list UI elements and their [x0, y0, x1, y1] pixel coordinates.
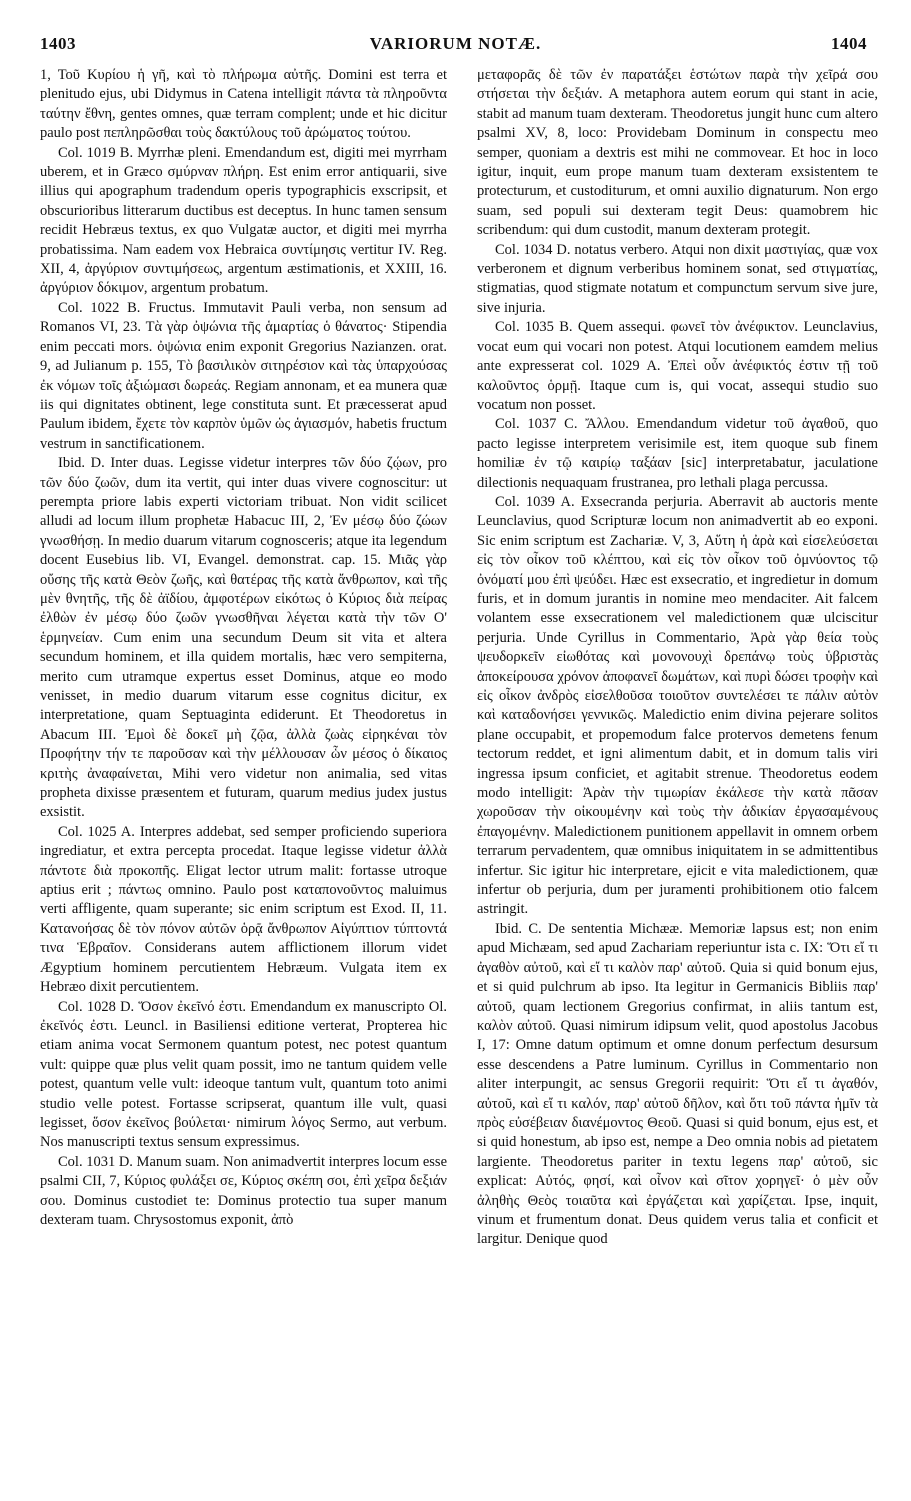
paragraph: μεταφορᾶς δὲ τῶν ἐν παρατάξει ἑστώτων παρὰ τὴν χεῖρά σου στήσεται τὴν δεξιάν. A metaphora autem eorum qui stant in acie, stabit ad manum tuam dexteram. Theodoretus jungit hunc cum altero psalmi XV, 8, loco: Providebam Dominum in conspectu meo semper, quoniam a dextris est mihi ne commovear. Et hoc in loco igitur, inquit, eum prope manum tuam dexteram exsistentem te protecturum, et custoditurum, et omni auxilio dignaturum. Non ergo suam, sed populi sui dexteram tegit Deus: quamobrem hic scribendum: qui dum custodit, manum dexteram protegit. [477, 67, 878, 239]
left-column [40, 66, 447, 1476]
paragraph: Col. 1031 D. Manum suam. Non animadvertit interpres locum esse psalmi CII, 7, Κύριος φυλάξει σε, Κύριος σκέπη σοι, ἐπὶ χεῖρα δεξιάν σου. Dominus custodiet te: Dominus protectio tua super manum dexteram tuam. Chrysostomus exponit, ἀπὸ [40, 1153, 447, 1228]
paragraph: Ibid. C. De sententia Michææ. Memoriæ lapsus est; non enim apud Michæam, sed apud Zachariam reperiuntur ista c. IX: Ὅτι εἴ τι ἀγαθὸν αὐτοῦ, καὶ εἴ τι καλὸν παρ' αὐτοῦ. Quia si quid bonum ejus, et si quid pulchrum ab ipso. Ita legitur in Germanicis Bibliis παρ' αὐτοῦ, quam lectionem Gregorius confirmat, in aliis tantum est, καλὸν αὐτοῦ. Quasi nimirum idipsum velit, quod apostolus Jacobus I, 17: Omne datum optimum et omne donum perfectum desursum esse descendens a Patre luminum. Cyrillus in Commentario non aliter interpungit, ac sensus Gregorii requirit: Ὅτι εἴ τι ἀγαθόν, αὐτοῦ, καὶ εἴ τι καλόν, παρ' αὐτοῦ δῆλον, καὶ ὅτι τοῦ πάντα ἡμῖν τὰ πρὸς εὐσέβειαν διανέμοντος Θεοῦ. Quasi si quid bonum, ejus est, et si quid honestum, ab ipso est, nempe a Deo omnia nobis ad pietatem largiente. Theodoretus pariter in textu legens παρ' αὐτοῦ, sic explicat: Αὐτός, φησί, καὶ οἶνον καὶ σῖτον χορηγεῖ· ὁ μὲν οὖν ἀληθὴς Θεὸς τοιαῦτα καὶ ἐργάζεται καὶ χαρίζεται. Ipse, inquit, vinum et frumentum donat. Deus quidem verus talia et conficit et largitur. Denique quod [477, 920, 878, 1248]
paragraph: 1, Τοῦ Κυρίου ἡ γῆ, καὶ τὸ πλήρωμα αὐτῆς. Domini est terra et plenitudo ejus, ubi Didymus in Catena intelligit πάντα τὰ πληροῦντα ταύτην ἔθνη, gentes omnes, quæ terram complent; unde et hic dicitur paulo post πεπληρῶσθαι τοὺς δακτύλους τοῦ ἀρώματος τούτου. [40, 67, 447, 142]
paragraph: Col. 1035 B. Quem assequi. φωνεῖ τὸν ἀνέφικτον. Leunclavius, vocat eum qui vocari non potest. Atqui locutionem eamdem melius ante expresserat col. 1029 A. Ἐπεὶ οὖν ἀνέφικτός ἐστιν τῇ τοῦ καλοῦντος ὁρμῇ. Itaque cum is, qui vocat, assequi studio suo vocatum non posset. [477, 319, 878, 413]
paragraph: Col. 1039 A. Exsecranda perjuria. Aberravit ab auctoris mente Leunclavius, quod Scripturæ locum non animadvertit ab eo exponi. Sic enim scriptum est Zachariæ. V, 3, Αὕτη ἡ ἀρὰ καὶ εἰσελεύσεται εἰς τὸν οἶκον τοῦ κλέπτου, καὶ εἰς τὸν οἶκον τοῦ ὀμνύοντος τῷ ὀνόματί μου ἐπὶ ψεύδει. Hæc est exsecratio, et ingredietur in domum furis, et in domum jurantis in nomine meo mendaciter. Ait falcem volantem esse exsecrationem vel maledictionem quæ ulciscitur perjuria. Unde Cyrillus in Commentario, Ἀρὰ γὰρ θεία τοὺς ψευδορκεῖν εἰωθότας καὶ μονονουχὶ δρεπάνῳ τοὺς ὑβριστὰς ἀποκείρουσα χρόνον ἀποφανεῖ δωμάτων, καὶ πυρὶ δώσει τροφὴν καὶ εἰς οἶκον ἀνδρὸς εἰσελθοῦσα τοιοῦτον συντελέσει τε πάλιν αὐτὸν καὶ καταδονήσει γεννικῶς. Maledictio enim divina pejerare solitos plane occupabit, et propemodum falce protervos demetens fenum tectorum reddet, et igni alimentum dabit, et in domum talis viri ingressa ipsum conficiet, et agitabit strenue. Theodoretus eodem modo intelligit: Ἀρὰν τὴν τιμωρίαν ἐκάλεσε τὴν κατὰ πᾶσαν χωροῦσαν τὴν οἰκουμένην καὶ τοὺς τὴν ἀδικίαν ἐργασαμένους ἐπαγομένην. Maledictionem punitionem appellavit in omnem orbem terrarum pervadentem, quæ omnibus iniquitatem in se admittentibus infertur. Sic igitur hic interpretare, ejicit e vita maledictionem, quæ infertur ob perjuria, dum per juramenti prohibitionem otio falcem astringit. [477, 493, 878, 918]
paragraph: Ibid. D. Inter duas. Legisse videtur interpres τῶν δύο ζῴων, pro τῶν δύο ζωῶν, dum ita vertit, qui inter duas vivere cognoscitur: ut perempta priore labis experti victoriam tribuat. Non vidit scilicet alludi ad locum illum prophetæ Habacuc III, 2, Ἐν μέσῳ δύο ζώων γνωσθήσῃ. In medio duarum vitarum cognosceris; atque ita legendum docent Eusebius lib. VI, Evangel. demonstrat. cap. 15. Μιᾶς γὰρ οὔσης τῆς κατὰ Θεὸν ζωῆς, καὶ θατέρας τῆς κατὰ ἄνθρωπον, καὶ τῆς μὲν θνητῆς, τῆς δὲ ἀϊδίου, ἀμφοτέρων εἰκότως ὁ Κύριος διὰ πείρας ἐλθὼν ἐν μέσῳ δύο ζωῶν γνωσθῆναι λέγεται κατὰ τὴν τῶν Ο' ἑρμηνείαν. Cum enim una secundum Deum sit vita et altera secundum hominem, et illa quidem mortalis, hæc vero sempiterna, merito cum utramque expertus esset Dominus, atque eo modo venisset, in medio duarum vitarum esse cognitus dicitur, ex interpretatione, quam Septuaginta ediderunt. Et Theodoretus in Abacum III. Ἐμοὶ δὲ δοκεῖ μὴ ζῷα, ἀλλὰ ζωὰς εἰρηκέναι τὸν Προφήτην τήν τε παροῦσαν καὶ τὴν μέλλουσαν ὧν μέσος ὁ δίκαιος κριτὴς ἀναφαίνεται, Mihi vero videtur non animalia, sed vitas propheta dixisse præsentem et futuram, quarum medius judex justus exsistit. [40, 455, 447, 821]
right-column [477, 66, 878, 1476]
paragraph: Col. 1034 D. notatus verbero. Atqui non dixit μαστιγίας, quæ vox verberonem et dignum verberibus hominem sonat, sed στιγματίας, stigmatias, quod stigmate notatum et compunctum servum sive jure, sive injuria. [477, 241, 878, 316]
running-header [0, 34, 911, 56]
running-title: VARIORUM NOTÆ. [369, 34, 542, 53]
paragraph: Col. 1019 B. Myrrhæ pleni. Emendandum est, digiti mei myrrham uberem, et in Græco σμύρναν πλήρη. Est enim error antiquarii, sive illius qui apographum tradendum operis typographicis exscripsit, et obscurioribus litterarum ductibus est deceptus. In hunc tamen sensum recidit Hebræus textus, ex quo Vulgatæ auctor, et digiti mei myrrha probatissima. Nam eadem vox Hebraica συντίμησις vertitur IV. Reg. XII, 4, ἀργύριον συντιμήσεως, argentum æstimationis, et XXIII, 16. ἀργύριον δόκιμον, argentum probatum. [40, 144, 447, 297]
paragraph: Col. 1028 D. Ὅσον ἐκεῖνό ἐστι. Emendandum ex manuscripto Ol. ἐκεῖνός ἐστι. Leuncl. in Basiliensi editione verterat, Propterea hic etiam anima vocat Sermonem quantum potest, nec potest quantum vult: quippe quæ plus velit quam possit, imo ne tantum quidem velle potest, quantum velle vult: ideoque tantum vult, quantum toto animi studio velle potest. Fortasse scripserat, quantum ille vult, quasi legisset, ὅσον ἐκεῖνος βούλεται· nimirum λόγος Sermo, aut verbum. Nos manuscripti textus sensum expressimus. [40, 998, 447, 1151]
paragraph: Col. 1037 C. Ἄλλου. Emendandum videtur τοῦ ἀγαθοῦ, quo pacto legisse interpretem verisimile est, item quoque sub finem homiliæ ἐν τῷ καιρίῳ ταξάαν [sic] interpretabatur, jaculatione dilectionis nequaquam frustranea, pro lethali plaga percussa. [477, 416, 878, 491]
page-number-left: 1403 [40, 34, 76, 53]
paragraph: Col. 1025 A. Interpres addebat, sed semper proficiendo superiora ingrediatur, et extra percepta procedat. Itaque legisse videtur ἀλλὰ πάντοτε διὰ προκοπῆς. Eligat lector utrum malit: fortasse utroque aptius erit ; πάντως omnino. Paulo post καταπονοῦντος maluimus verti affligente, quam superante; sic enim scriptum est Exod. II, 11. Κατανοήσας δὲ τὸν πόνον αὐτῶν ὁρᾷ ἄνθρωπον Αἰγύπτιον τύπτοντά τινα Ἑβραῖον. Considerans autem afflictionem illorum videt Ægyptium hominem percutientem Hebræum. Vulgata item ex Hebræo dixit percutientem. [40, 823, 447, 996]
paragraph: Col. 1022 B. Fructus. Immutavit Pauli verba, non sensum ad Romanos VI, 23. Τὰ γὰρ ὀψώνια τῆς ἁμαρτίας ὁ θάνατος· Stipendia enim peccati mors. ὀψώνια enim exponit Gregorius Nazianzen. orat. 9, ad Julianum p. 155, Τὸ βασιλικὸν σιτηρέσιον καὶ τὰς ὑπαρχούσας ἐκ νόμων τοῖς ἀξιώμασι δωρεάς. Regiam annonam, et ea munera quæ iis qui dignitates obtinent, lege constituta sunt. Et præcesserat apud Paulum ibidem, ἔχετε τὸν καρπὸν ὑμῶν ὡς ἁγιασμόν, habetis fructum vestrum in sanctificationem. [40, 299, 447, 452]
page-number-right: 1404 [831, 34, 867, 53]
